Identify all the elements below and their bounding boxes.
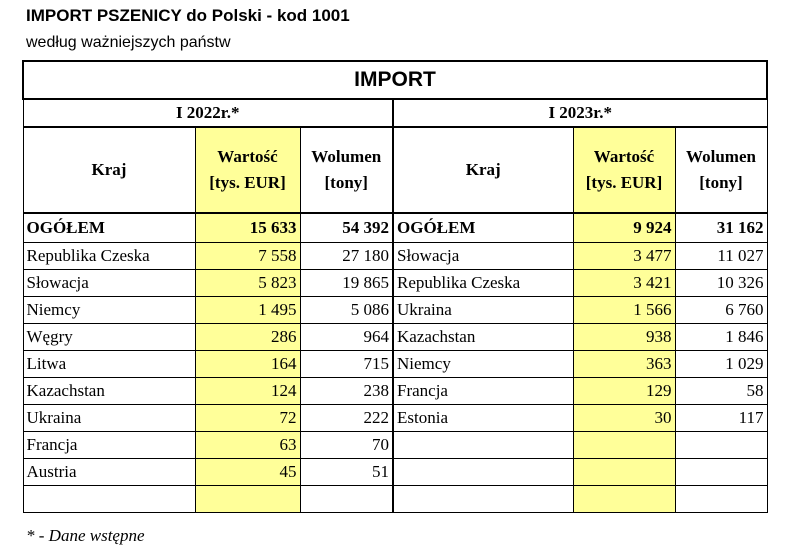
total-label-left: OGÓŁEM (23, 213, 195, 242)
value-cell: 45 (195, 458, 300, 485)
country-cell: Słowacja (393, 242, 573, 269)
table-row (23, 350, 767, 377)
empty-cell (573, 458, 675, 485)
empty-cell (573, 485, 675, 512)
period-left: I 2022r.* (23, 99, 393, 127)
value-cell: 1 566 (573, 296, 675, 323)
value-cell: 30 (573, 404, 675, 431)
value-cell: 72 (195, 404, 300, 431)
total-value-right: 9 924 (573, 213, 675, 242)
value-cell: 286 (195, 323, 300, 350)
col-header-value-left: Wartość [tys. EUR] (195, 127, 300, 213)
table-row (23, 377, 767, 404)
value-cell: 3 421 (573, 269, 675, 296)
volume-cell: 6 760 (675, 296, 767, 323)
value-cell: 1 495 (195, 296, 300, 323)
empty-cell (675, 485, 767, 512)
empty-cell (393, 485, 573, 512)
volume-cell: 5 086 (300, 296, 393, 323)
col-header-country-right: Kraj (393, 127, 573, 213)
empty-cell (195, 485, 300, 512)
empty-cell (23, 485, 195, 512)
volume-cell: 964 (300, 323, 393, 350)
total-row (23, 213, 767, 242)
value-cell: 164 (195, 350, 300, 377)
col-header-country-left: Kraj (23, 127, 195, 213)
country-cell: Litwa (23, 350, 195, 377)
country-cell: Estonia (393, 404, 573, 431)
table-row (23, 323, 767, 350)
total-volume-right: 31 162 (675, 213, 767, 242)
country-cell: Austria (23, 458, 195, 485)
footnote: * - Dane wstępne (26, 526, 145, 545)
country-cell: Ukraina (23, 404, 195, 431)
value-cell: 63 (195, 431, 300, 458)
empty-cell (573, 431, 675, 458)
value-cell: 938 (573, 323, 675, 350)
volume-cell: 238 (300, 377, 393, 404)
value-cell: 363 (573, 350, 675, 377)
volume-cell: 70 (300, 431, 393, 458)
value-cell: 5 823 (195, 269, 300, 296)
country-cell: Kazachstan (393, 323, 573, 350)
col-header-volume-right: Wolumen [tony] (675, 127, 767, 213)
empty-cell (675, 431, 767, 458)
total-value-left: 15 633 (195, 213, 300, 242)
table-row (23, 485, 767, 512)
country-cell: Słowacja (23, 269, 195, 296)
country-cell: Węgry (23, 323, 195, 350)
period-right: I 2023r.* (393, 99, 767, 127)
volume-cell: 58 (675, 377, 767, 404)
table-row (23, 431, 767, 458)
table-row (23, 296, 767, 323)
empty-cell (393, 458, 573, 485)
country-cell: Ukraina (393, 296, 573, 323)
country-cell: Niemcy (393, 350, 573, 377)
col-header-volume-left: Wolumen [tony] (300, 127, 393, 213)
country-cell: Republika Czeska (23, 242, 195, 269)
import-table (22, 60, 768, 513)
volume-cell: 51 (300, 458, 393, 485)
country-cell: Niemcy (23, 296, 195, 323)
empty-cell (675, 458, 767, 485)
table-row (23, 404, 767, 431)
volume-cell: 10 326 (675, 269, 767, 296)
country-cell: Republika Czeska (393, 269, 573, 296)
page-subtitle: według ważniejszych państw (26, 34, 231, 51)
empty-cell (300, 485, 393, 512)
value-cell: 3 477 (573, 242, 675, 269)
table-row (23, 242, 767, 269)
country-cell: Francja (23, 431, 195, 458)
volume-cell: 11 027 (675, 242, 767, 269)
empty-cell (393, 431, 573, 458)
total-volume-left: 54 392 (300, 213, 393, 242)
volume-cell: 1 846 (675, 323, 767, 350)
value-cell: 129 (573, 377, 675, 404)
volume-cell: 27 180 (300, 242, 393, 269)
total-label-right: OGÓŁEM (393, 213, 573, 242)
table-row (23, 458, 767, 485)
volume-cell: 222 (300, 404, 393, 431)
table-header: IMPORT (23, 61, 767, 99)
country-cell: Francja (393, 377, 573, 404)
value-cell: 7 558 (195, 242, 300, 269)
value-cell: 124 (195, 377, 300, 404)
col-header-value-right: Wartość [tys. EUR] (573, 127, 675, 213)
volume-cell: 1 029 (675, 350, 767, 377)
volume-cell: 19 865 (300, 269, 393, 296)
page-title: IMPORT PSZENICY do Polski - kod 1001 (26, 6, 350, 25)
table-row (23, 269, 767, 296)
volume-cell: 117 (675, 404, 767, 431)
volume-cell: 715 (300, 350, 393, 377)
country-cell: Kazachstan (23, 377, 195, 404)
